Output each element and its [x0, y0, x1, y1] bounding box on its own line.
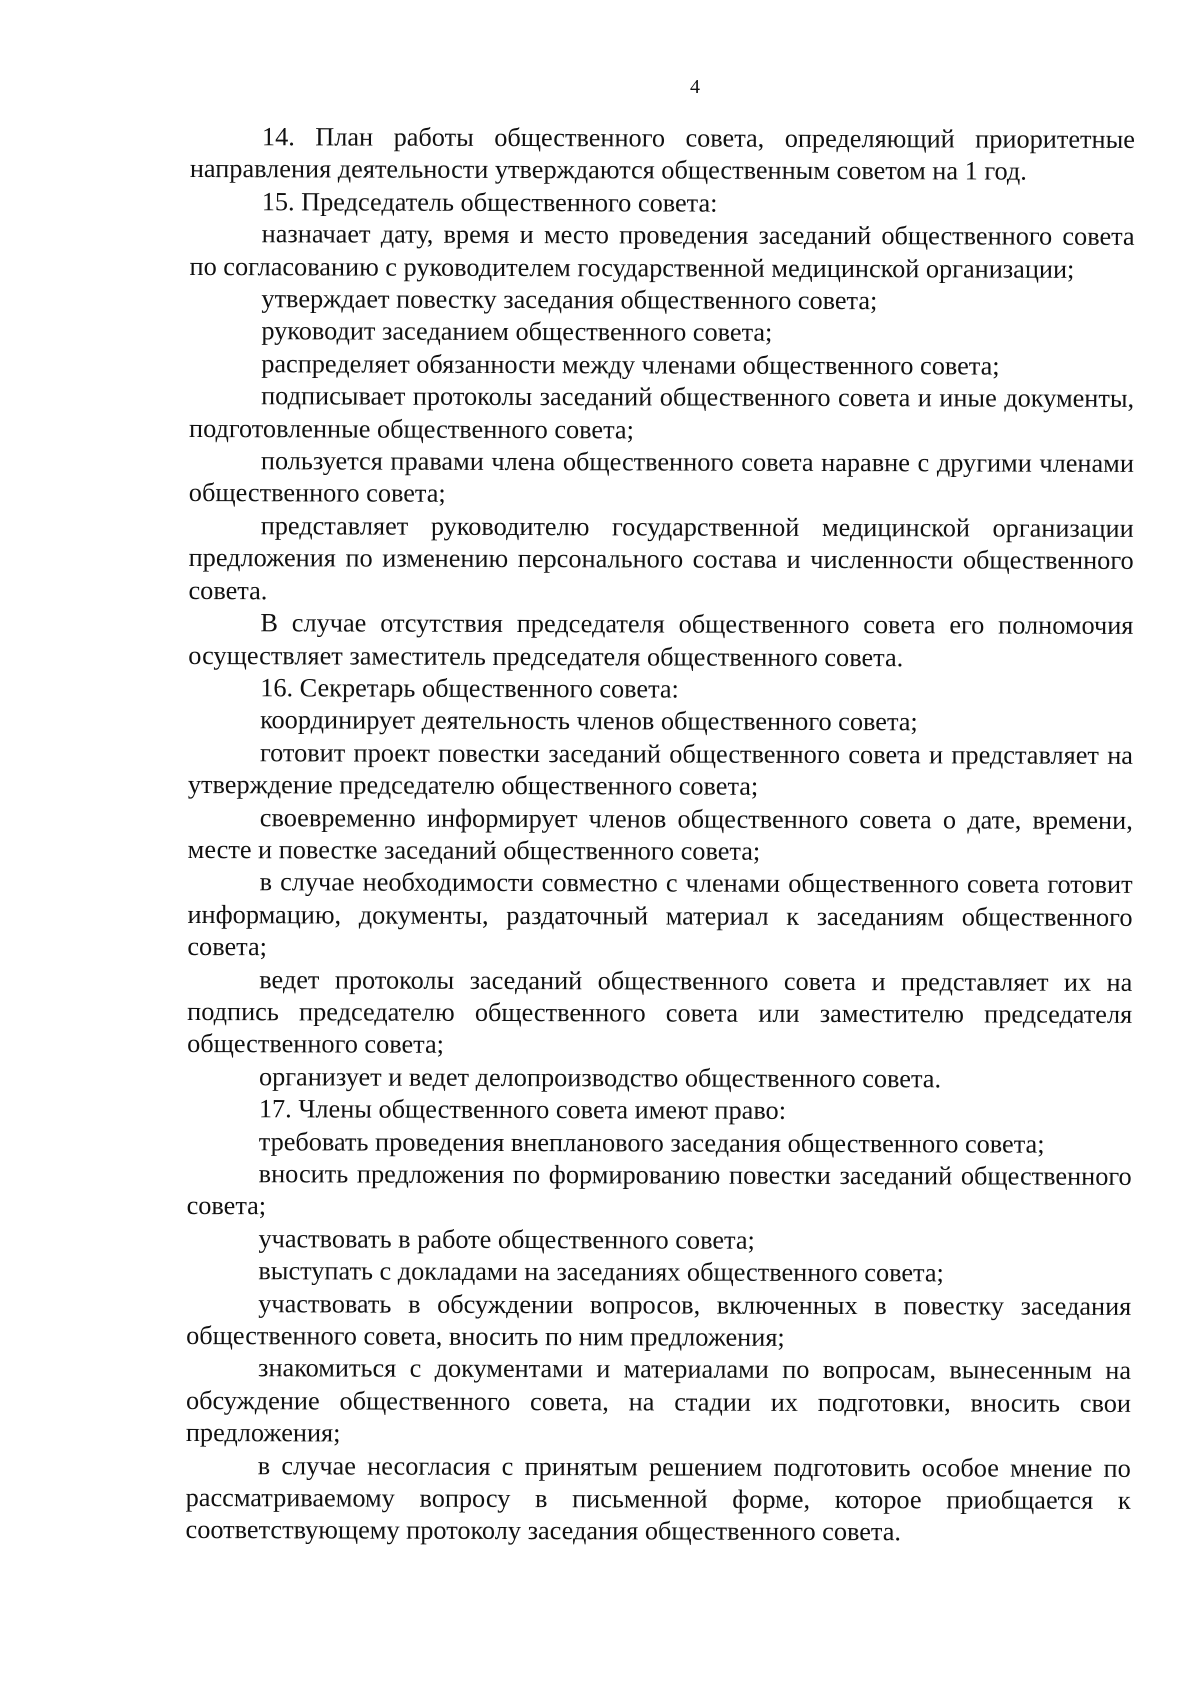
paragraph: в случае необходимости совместно с членами общественного совета готовит информацию, документы, раздаточный материал к заседаниям общественного совета;: [187, 867, 1133, 962]
paragraph: готовит проект повестки заседаний общественного совета и представляет на утверждение председателю общественного совета;: [187, 737, 1134, 801]
paragraph: пользуется правами члена общественного совета наравне с другими членами общественного совета;: [188, 446, 1134, 509]
paragraph: ведет протоколы заседаний общественного совета и представляет их на подпись председателю общественного совета или заместителю председателя общественного совета;: [187, 964, 1133, 1060]
paragraph: участвовать в работе общественного совета;: [258, 1224, 755, 1255]
paragraph-14-plan: 14. План работы общественного совета, определяющий приоритетные направления деятельности утверждаются общественным советом на 1 год.: [189, 122, 1135, 187]
page-number: 4: [690, 76, 700, 98]
paragraph: знакомиться с документами и материалами по вопросам, вынесенным на обсуждение общественного совета, на стадии их подготовки, вносить свои предложения;: [185, 1353, 1132, 1448]
paragraph: участвовать в обсуждении вопросов, включенных в повестку заседания общественного совета, вносить по ним предложения;: [186, 1288, 1132, 1352]
section-heading-17-members-rights: 17. Члены общественного совета имеют право:: [258, 1094, 787, 1126]
paragraph: руководит заседанием общественного совета;: [261, 316, 773, 348]
paragraph: выступать с докладами на заседаниях общественного совета;: [258, 1256, 944, 1288]
section-heading-16-secretary: 16. Секретарь общественного совета:: [260, 673, 679, 704]
paragraph: требовать проведения внепланового заседания общественного совета;: [258, 1126, 1045, 1159]
paragraph: в случае несогласия с принятым решением подготовить особое мнение по рассматриваемому вопросу в письменной форме, которое приобщается к соответствующему протоколу заседания общественного совета.: [185, 1450, 1131, 1547]
paragraph: распределяет обязанности между членами общественного совета;: [261, 349, 1000, 381]
paragraph: В случае отсутствия председателя общественного совета его полномочия осуществляет заместитель председателя общественного совета.: [188, 608, 1134, 672]
paragraph: координирует деятельность членов общественного совета;: [260, 705, 918, 737]
paragraph: назначает дату, время и место проведения заседаний общественного совета по согласованию с руководителем государственной медицинской организации;: [189, 219, 1135, 284]
paragraph: представляет руководителю государственной медицинской организации предложения по изменению персонального состава и численности общественного совета.: [188, 511, 1134, 605]
paragraph: своевременно информирует членов общественного совета о дате, времени, месте и повестке заседаний общественного совета;: [187, 802, 1133, 866]
paragraph: подписывает протоколы заседаний общественного совета и иные документы, подготовленные общественного совета;: [188, 381, 1135, 445]
document-body: [186, 121, 1135, 1550]
paragraph: организует и ведет делопроизводство общественного совета.: [258, 1062, 942, 1094]
paragraph: утверждает повестку заседания общественного совета;: [261, 284, 878, 316]
paragraph: вносить предложения по формированию повестки заседаний общественного совета;: [186, 1159, 1132, 1221]
section-heading-15-chairman: 15. Председатель общественного совета:: [261, 187, 718, 218]
